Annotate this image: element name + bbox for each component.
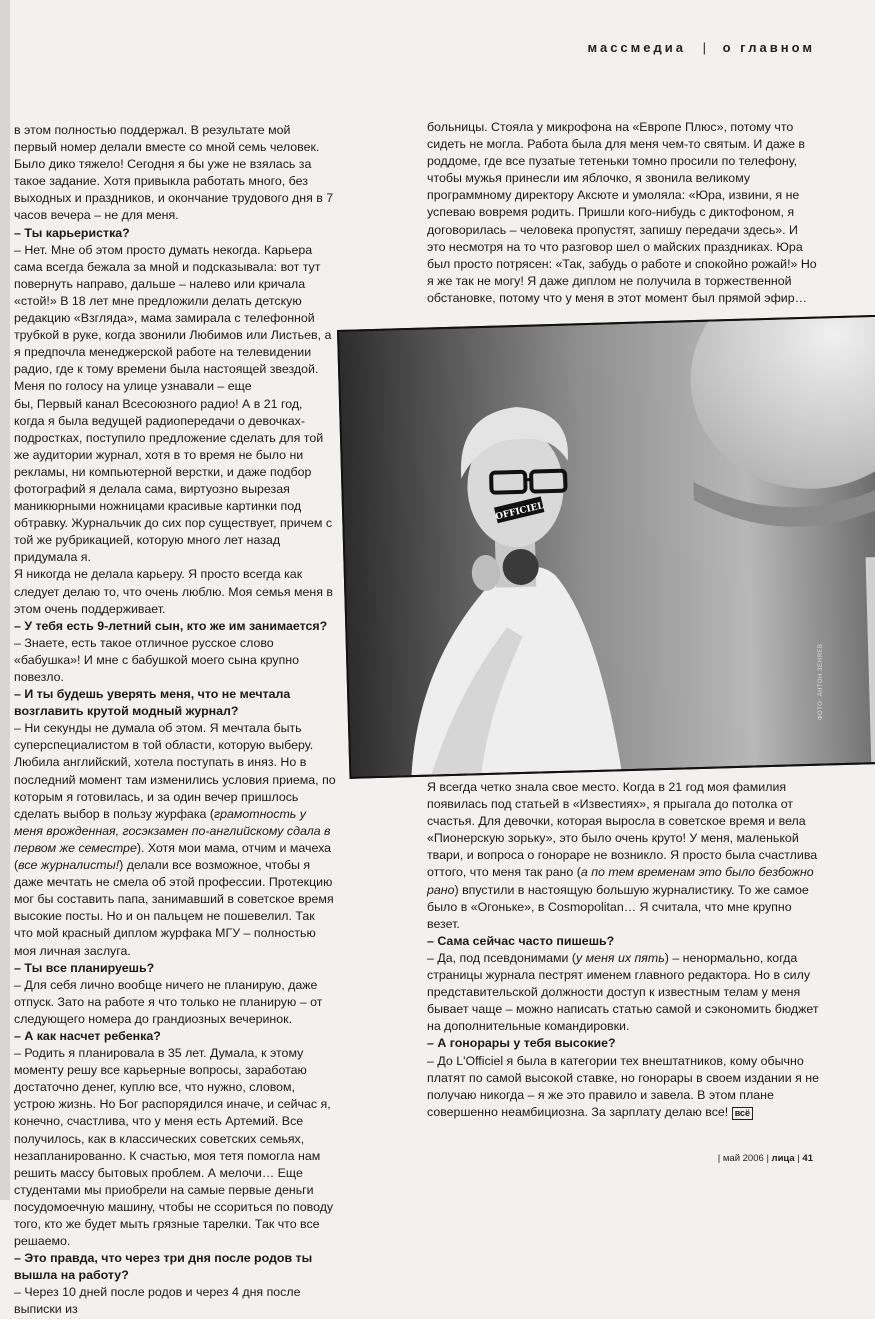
text-run: ). Хотя мои мама, отчим и мачеха ( — [14, 841, 331, 872]
text-run: – До L'Officiel я была в категории тех внештатников, кому обычно платят по самой высокой ставке, но гонорары в своем издании я не получаю никогда – я же это правило и завела. В этом плане совершенно неамбициозна. За зарплату делаю все! — [427, 1054, 819, 1119]
portrait-illustration — [339, 317, 875, 777]
question: – Сама сейчас часто пишешь? — [427, 933, 822, 950]
page-edge-shadow — [0, 0, 10, 1200]
portrait-photo — [337, 315, 875, 779]
magazine-name: лица — [772, 1153, 795, 1164]
paragraph: бы, Первый канал Всесоюзного радио! А в 21 год, когда я была ведущей радиопередачи о девочках-подростках, поступило предложение сделать для той же аудитории журнал, хотя в то время не было ни рекламы, ни компьютерной верстки, и даже подбор фотографий я делала сама, виртуозно вырезая маникюрными ножницами красивые картинки под обтравку. Журнальчик до сих пор существует, причем с той же рубрикацией, которую много лет назад придумала я. — [14, 396, 336, 567]
footer-separator: | — [718, 1153, 720, 1164]
paragraph: в этом полностью поддержал. В результате мой первый номер делали вместе со мной семь человек. Было дико тяжело! Сегодня я бы уже не взялась за такое задание. Хотя привыкла работать много, без выходных и праздников, и окончание трудового дня в 7 часов вечера – не для меня. — [14, 122, 336, 225]
paragraph: – Для себя лично вообще ничего не планирую, даже отпуск. Зато на работе я что только не планирую – от следующего номера до грандиозных вечеринок. — [14, 977, 336, 1028]
page-header — [588, 40, 815, 55]
question: – Ты карьеристка? — [14, 225, 336, 242]
paragraph: больницы. Стояла у микрофона на «Европе Плюс», потому что сидеть не могла. Работа была для меня чем-то святым. И даже в роддоме, где все пузатые тетеньки томно просили по телефону, чтобы мужья принесли им яблочко, я звонила великому программному директору Аксюте и умоляла: «Юра, извини, я не успеваю вовремя родить. Пришли кого-нибудь с диктофоном, я договорилась – человека пропустят, запишу передачи здесь». И это несмотря на то что разговор шел о майских праздниках. Юра был просто потрясен: «Так, забудь о работе и спокойно рожай!» Но я же так не могу! Я даже диплом не получила в торжественной обстановке, потому что у меня в этот момент был прямой эфир… — [427, 119, 817, 307]
footer-separator: | — [766, 1153, 768, 1164]
footer-separator: | — [797, 1153, 799, 1164]
text-run: – Да, под псевдонимами ( — [427, 951, 576, 965]
text-run: – Ни секунды не думала об этом. Я мечтала быть суперспециалистом в той области, которую выберу. Любила английский, хотела поступать в иняз. Но в последний момент там изменились условия приема, по которым я готовилась, и за один вечер пришлось сделать выбор в пользу журфака ( — [14, 721, 336, 820]
paragraph: – Знаете, есть такое отличное русское слово «бабушка»! И мне с бабушкой моего сына крупно повезло. — [14, 635, 336, 686]
header-separator: | — [703, 40, 706, 55]
paragraph: Я никогда не делала карьеру. Я просто всегда как следует делаю то, что очень люблю. Моя семья меня в этом очень поддерживает. — [14, 566, 336, 617]
issue-date: май 2006 — [723, 1153, 764, 1164]
question: – И ты будешь уверять меня, что не мечтала возглавить крутой модный журнал? — [14, 686, 336, 720]
text-run: ) впустили в настоящую большую журналистику. То же самое было в «Огоньке», в Cosmopolitan… Я считала, что мне крупно везет. — [427, 883, 809, 931]
paragraph — [14, 720, 336, 959]
italic-run: а по тем временам это было безбожно рано — [427, 865, 814, 896]
italic-run: грамотность у меня врожденная, госэкзамен по-английскому сдала в первом же семестре — [14, 807, 331, 855]
text-run: Я всегда четко знала свое место. Когда в 21 год моя фамилия появилась под статьей в «Известиях», я прыгала до потолка от счастья. Для девочки, которая выросла в советское время и вела «Пионерскую зорьку», это было очень круто! У меня, маленькой твари, и вопроса о гонораре не возникло. Я просто была счастлива оттого, что меня так рано ( — [427, 780, 817, 879]
end-mark: всё — [732, 1107, 753, 1120]
question: – А как насчет ребенка? — [14, 1028, 336, 1045]
question: – У тебя есть 9-летний сын, кто же им занимается? — [14, 618, 336, 635]
left-column-narrow — [14, 122, 336, 1319]
paragraph — [427, 950, 822, 1035]
paragraph: – Нет. Мне об этом просто думать некогда. Карьера сама всегда бежала за мной и подсказывала: вот тут повернуть направо, дальше – налево или кричала «стой!» В 18 лет мне предложили делать детскую редакцию «Взгляда», мама замирала с телефонной трубкой в руке, когда звонили Любимов или Листьев, а я предпочла менеджерской работе на телевидении радио, где к тому времени была настоящей звездой. Меня по голосу на улице узнавали – еще — [14, 242, 336, 396]
section-label: массмедиа — [588, 40, 686, 55]
sticker-text: OFFICIEL — [495, 501, 546, 522]
paragraph — [427, 1053, 822, 1121]
text-run: ) делали все возможное, чтобы я даже мечтать не смела об этой профессии. Протекцию мог бы составить папа, занимавший в советское время высокие посты. Но и он пальцем не пошевелил. Так что мой красный диплом журфака МГУ – полностью моя личная заслуга. — [14, 858, 334, 957]
question: – Ты все планируешь? — [14, 960, 336, 977]
question: – А гонорары у тебя высокие? — [427, 1035, 822, 1052]
paragraph: – Родить я планировала в 35 лет. Думала, к этому моменту решу все карьерные вопросы, заработаю достаточно денег, куплю все, что нужно, словом, устрою жизнь. Но Бог распорядился иначе, и сейчас я, конечно, счастлива, что у меня есть Артемий. Все получилось, как в классических советских семьях, незапланированно. К счастью, моя тетя помогла нам решить массу бытовых проблем. А мелочи… Еще студентами мы приобрели на самые первые деньги посудомоечную машину, чтобы не ссориться по поводу того, кто же будет мыть грязные тарелки. Так что все решаемо. — [14, 1045, 336, 1250]
italic-run: у меня их пять — [576, 951, 665, 965]
photo-credit: ФОТО: АНТОН ЗЕНЯЕВ — [818, 644, 824, 720]
right-column-bottom — [427, 779, 822, 1121]
text-run: ) – ненормально, когда страницы журнала пестрят именем главного редактора. Но в силу представительской должности доступ к известным телам у меня бывает чаще – можно написать статью самой и сэкономить бюджет на дополнительные командировки. — [427, 951, 819, 1033]
paragraph — [427, 779, 822, 933]
paragraph: – Через 10 дней после родов и через 4 дня после выписки из — [14, 1284, 336, 1318]
page-footer — [718, 1153, 813, 1164]
question: – Это правда, что через три дня после родов ты вышла на работу? — [14, 1250, 336, 1284]
right-column-top — [427, 119, 817, 307]
italic-run: все журналисты! — [18, 858, 119, 872]
topic-label: о главном — [723, 40, 815, 55]
page-number: 41 — [802, 1153, 813, 1164]
